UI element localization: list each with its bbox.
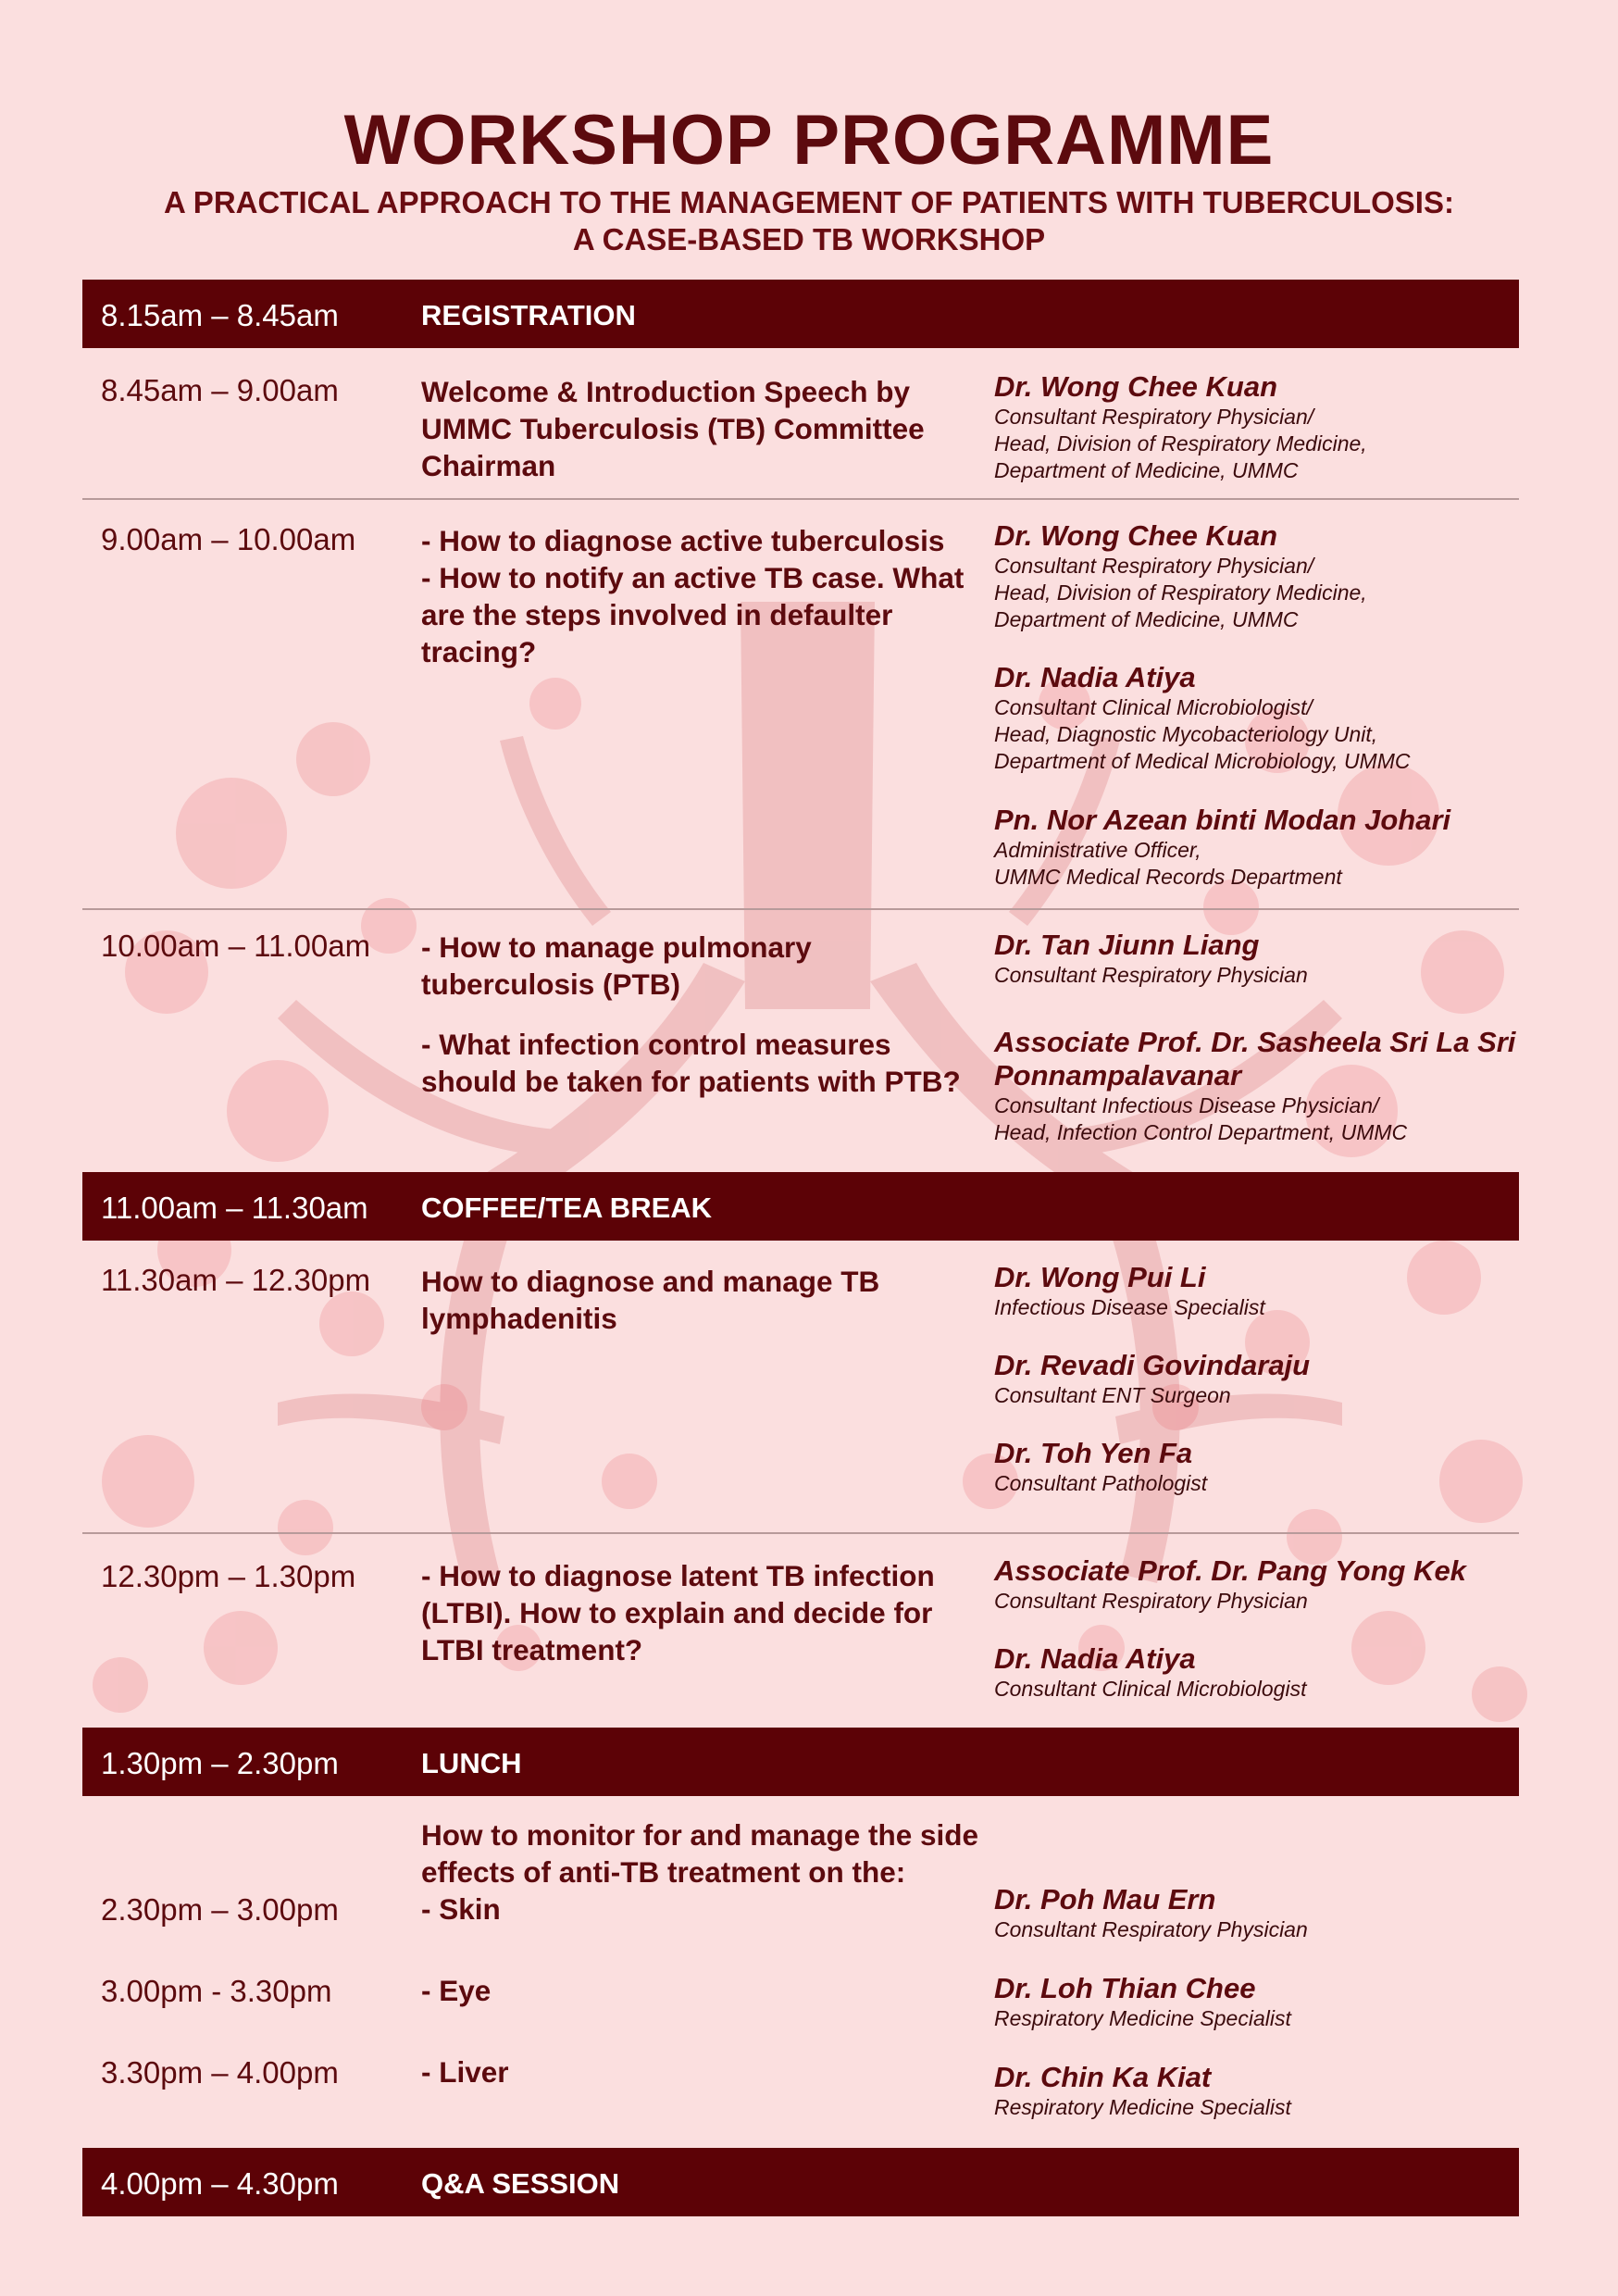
session-time: 8.45am – 9.00am <box>101 373 339 407</box>
speaker-block <box>994 1026 1550 1146</box>
page-title: WORKSHOP PROGRAMME <box>343 101 1275 180</box>
session-time: 2.30pm – 3.00pm <box>101 1892 339 1927</box>
session-time: 3.30pm – 4.00pm <box>101 2055 339 2090</box>
session-topic: How to diagnose and manage TB lymphadenitis <box>421 1265 880 1335</box>
speaker-role: Respiratory Medicine Specialist <box>994 2095 1291 2119</box>
speaker-role: Consultant Clinical Microbiologist/ <box>994 695 1313 719</box>
band-lunch <box>82 1728 1519 1796</box>
subtitle-line-2: A CASE-BASED TB WORKSHOP <box>572 222 1046 256</box>
speaker-role: Consultant ENT Surgeon <box>994 1383 1231 1407</box>
session-time: 9.00am – 10.00am <box>101 522 356 556</box>
band-label: LUNCH <box>421 1747 522 1779</box>
speaker-block <box>994 1437 1550 1497</box>
speaker-name: Dr. Loh Thian Chee <box>994 1972 1256 2004</box>
row-divider <box>82 498 1519 500</box>
session-topic: - Skin <box>421 1892 501 1926</box>
speaker-name: Dr. Toh Yen Fa <box>994 1437 1193 1469</box>
session-topic: - How to manage pulmonary tuberculosis (PTB) <box>421 930 812 1001</box>
session-time: 10.00am – 11.00am <box>101 929 371 963</box>
session-topic: Welcome & Introduction Speech by UMMC Tuberculosis (TB) Committee Chairman <box>421 375 925 482</box>
speaker-role: Administrative Officer, <box>994 838 1201 862</box>
speaker-role: Head, Infection Control Department, UMMC <box>994 1120 1408 1144</box>
band-registration <box>82 280 1519 348</box>
speaker-name: Dr. Wong Pui Li <box>994 1261 1206 1293</box>
row-divider <box>82 908 1519 910</box>
speaker-role: Consultant Respiratory Physician <box>994 1589 1308 1613</box>
speaker-block <box>994 519 1550 633</box>
session-topic: How to monitor for and manage the side effects of anti-TB treatment on the: <box>421 1818 979 1889</box>
session-topic: - What infection control measures should be taken for patients with PTB? <box>421 1028 961 1098</box>
session-time: 11.30am – 12.30pm <box>101 1263 371 1297</box>
speaker-block <box>994 1642 1550 1703</box>
speaker-role: Department of Medicine, UMMC <box>994 607 1299 631</box>
speaker-role: Consultant Respiratory Physician <box>994 1917 1308 1941</box>
speaker-role: Respiratory Medicine Specialist <box>994 2006 1291 2030</box>
speaker-role: Infectious Disease Specialist <box>994 1295 1265 1319</box>
band-label: Q&A SESSION <box>421 2167 620 2200</box>
speaker-name: Associate Prof. Dr. Pang Yong Kek <box>994 1554 1466 1587</box>
speaker-name: Dr. Poh Mau Ern <box>994 1883 1216 1915</box>
session-time: 3.00pm - 3.30pm <box>101 1974 332 2008</box>
band-time: 1.30pm – 2.30pm <box>101 1746 339 1780</box>
session-topic: - Eye <box>421 1974 492 2007</box>
speaker-name: Dr. Wong Chee Kuan <box>994 370 1278 403</box>
speaker-role: Head, Diagnostic Mycobacteriology Unit, <box>994 722 1378 746</box>
session-topic: - Liver <box>421 2055 509 2089</box>
band-time: 4.00pm – 4.30pm <box>101 2166 339 2201</box>
speaker-block <box>994 929 1550 989</box>
band-time: 11.00am – 11.30am <box>101 1191 368 1225</box>
band-time: 8.15am – 8.45am <box>101 298 339 332</box>
speaker-role: Consultant Respiratory Physician <box>994 963 1308 987</box>
speaker-role: Consultant Infectious Disease Physician/ <box>994 1093 1379 1117</box>
speaker-name: Dr. Nadia Atiya <box>994 1642 1196 1675</box>
session-topic: - How to diagnose active tuberculosis <box>421 524 945 557</box>
speaker-role: Consultant Pathologist <box>994 1471 1208 1495</box>
speaker-role: UMMC Medical Records Department <box>994 865 1342 889</box>
speaker-name: Pn. Nor Azean binti Modan Johari <box>994 804 1451 836</box>
band-qa-session <box>82 2148 1519 2216</box>
band-label: REGISTRATION <box>421 299 636 331</box>
speaker-name: Dr. Nadia Atiya <box>994 661 1196 693</box>
speaker-name: Dr. Chin Ka Kiat <box>994 2061 1212 2093</box>
speaker-block <box>994 1554 1550 1615</box>
row-divider <box>82 1532 1519 1534</box>
session-time: 12.30pm – 1.30pm <box>101 1559 356 1593</box>
speaker-name: Dr. Tan Jiunn Liang <box>994 929 1260 961</box>
speaker-name: Associate Prof. Dr. Sasheela Sri La Sri Ponnampalavanar <box>994 1026 1516 1092</box>
speaker-role: Head, Division of Respiratory Medicine, <box>994 431 1367 455</box>
speaker-block <box>994 1261 1550 1321</box>
subtitle-line-1: A PRACTICAL APPROACH TO THE MANAGEMENT OF PATIENTS WITH TUBERCULOSIS: <box>164 185 1454 219</box>
speaker-block <box>994 661 1550 775</box>
band-coffee-break <box>82 1172 1519 1241</box>
band-label: COFFEE/TEA BREAK <box>421 1192 713 1224</box>
speaker-role: Consultant Clinical Microbiologist <box>994 1677 1307 1701</box>
speaker-name: Dr. Revadi Govindaraju <box>994 1349 1311 1381</box>
speaker-role: Department of Medical Microbiology, UMMC <box>994 749 1411 773</box>
speaker-block <box>994 370 1550 484</box>
speaker-name: Dr. Wong Chee Kuan <box>994 519 1278 552</box>
speaker-block <box>994 1883 1550 1943</box>
speaker-block <box>994 804 1550 891</box>
speaker-role: Consultant Respiratory Physician/ <box>994 554 1314 578</box>
speaker-block <box>994 1972 1550 2032</box>
speaker-block <box>994 2061 1550 2121</box>
speaker-role: Department of Medicine, UMMC <box>994 458 1299 482</box>
speaker-block <box>994 1349 1550 1409</box>
speaker-role: Head, Division of Respiratory Medicine, <box>994 580 1367 605</box>
session-topic: - How to notify an active TB case. What are the steps involved in defaulter tracing? <box>421 561 965 668</box>
speaker-role: Consultant Respiratory Physician/ <box>994 405 1314 429</box>
session-topic: - How to diagnose latent TB infection (LTBI). How to explain and decide for LTBI treatment? <box>421 1559 935 1666</box>
